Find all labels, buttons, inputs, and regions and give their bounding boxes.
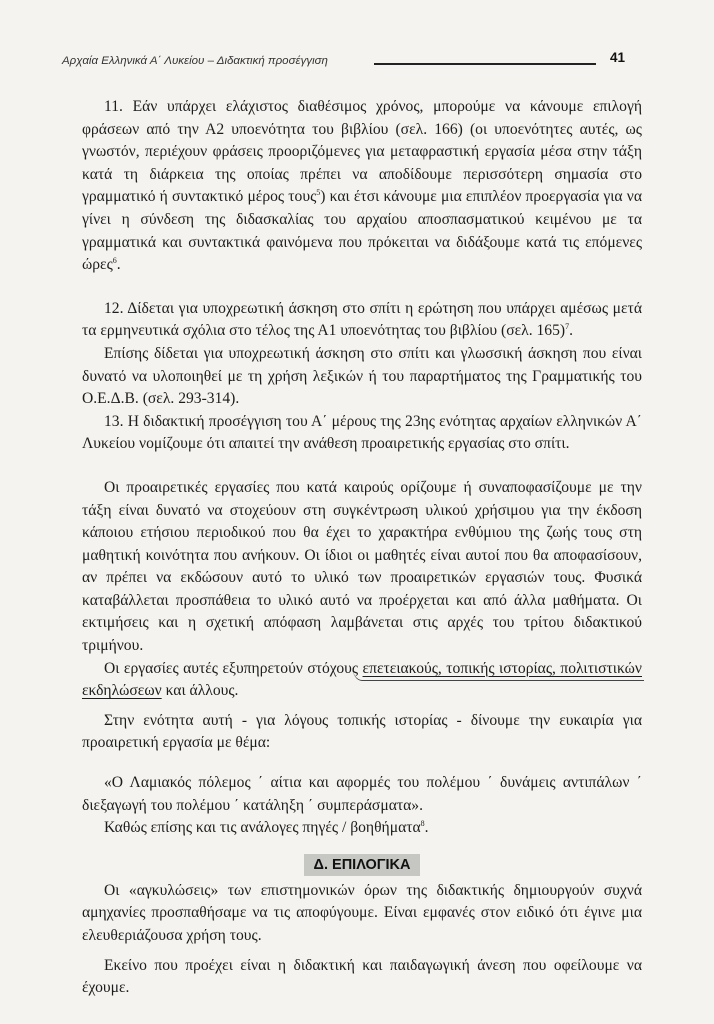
- epilogue-paragraph-1: Οι «αγκυλώσεις» των επιστημονικών όρων της διδακτικής δημιουργούν συχνά αμηχανίες προσπαθήσαμε να τις αποφύγουμε. Είναι εμφανές στον ειδικό ότι έγινε μια ελευθεριάζουσα χρήση τους.: [82, 881, 642, 944]
- paragraph-12b: Επίσης δίδεται για υποχρεωτική άσκηση στο σπίτι και γλωσσική άσκηση που είναι δυνατό να υλοποιηθεί με τη χρήση λεξικών ή του παραρτήματος της Γραμματικής του Ο.Ε.Δ.Β. (σελ. 293-314).: [82, 344, 642, 408]
- page-number: 41: [610, 50, 626, 65]
- paragraph-elective: Οι προαιρετικές εργασίες που κατά καιρούς ορίζουμε ή συναποφασίζουμε με την τάξη είναι δυνατό να στοχεύουν στη συγκέντρωση υλικού χρήσιμου για την έκδοση κάποιου ετήσιου περιοδικού που θα έχει το χαρακτήρα ενθύμιου της ζωής τους στη μαθητική κοινότητα που ανήκουν. Οι ίδιοι οι μαθητές είναι αυτοί που θα αποφασίσουν, αν πρέπει να εκδώσουν αυτό το υλικό των προαιρετικών εργασιών τους. Φυσικά καταβάλλεται προσπάθεια το υλικό αυτό να προέρχεται και από άλλα μαθήματα. Οι εκτιμήσεις και η σχετική απόφαση λαμβάνεται στις αρχές του τρίτου διδακτικού τριμήνου.: [82, 478, 642, 655]
- epilogue-paragraph-2: Εκείνο που προέχει είναι η διδακτική και παιδαγωγική άνεση που οφείλουμε να έχουμε.: [82, 956, 642, 997]
- handwritten-underline-mark: [352, 664, 644, 681]
- running-title: Αρχαία Ελληνικά Α΄ Λυκείου – Διδακτική προσέγγιση: [62, 55, 328, 67]
- underlined-goals: επετειακούς, τοπικής ιστορίας, πολιτιστικών εκδηλώσεων: [82, 659, 642, 700]
- body-text: [82, 96, 642, 1000]
- page-header: [62, 42, 642, 72]
- section-heading-epilogue: Δ. ΕΠΙΛΟΓΙΚΑ: [304, 854, 421, 876]
- paragraph-12: 12. Δίδεται για υποχρεωτική άσκηση στο σπίτι η ερώτηση που υπάρχει αμέσως μετά τα ερμηνευτικά σχόλια στο τέλος της Α1 υποενότητας του βιβλίου (σελ. 165)$^7$.: [82, 299, 642, 340]
- header-rule: [374, 63, 596, 65]
- paragraph-goals: Οι εργασίες αυτές εξυπηρετούν στόχους επετειακούς, τοπικής ιστορίας, πολιτιστικών εκδηλώσεων και άλλους.: [82, 659, 642, 700]
- paragraph-unit: Στην ενότητα αυτή - για λόγους τοπικής ιστορίας - δίνουμε την ευκαιρία για προαιρετική εργασία με θέμα:: [82, 711, 642, 752]
- paragraph-11: 11. Εάν υπάρχει ελάχιστος διαθέσιμος χρόνος, μπορούμε να κάνουμε επιλογή φράσεων από την Α2 υποενότητα του βιβλίου (σελ. 166) (οι υποενότητες αυτές, ως γνωστόν, περιέχουν φράσεις προοριζόμενες για μεταφραστική εργασία μέσα στην τάξη κατά τη διάρκεια της οποίας πρέπει να αποδίδουμε περισσότερη σημασία στο γραμματικό ή συντακτικό μέρος τους$^5$) και έτσι κάνουμε μια επιπλέον προεργασία για να γίνει η σύνδεση της διδασκαλίας του αρχαίου αποσπασματικού κειμένου με τα γραμματικά και συντακτικά φαινόμενα που πρόκειται να διδάξουμε κατά τις επόμενες ώρες$^6$.: [82, 98, 643, 274]
- topic-quote: «Ο Λαμιακός πόλεμος ΄ αίτια και αφορμές του πολέμου ΄ δυνάμεις αντιπάλων ΄ διεξαγωγή του πολέμου ΄ κατάληξη ΄ συμπεράσματα».: [82, 774, 642, 814]
- paragraph-sources: Καθώς επίσης και τις ανάλογες πηγές / βοηθήματα$^8$.: [104, 819, 429, 837]
- paragraph-13: 13. Η διδακτική προσέγγιση του Α΄ μέρους της 23ης ενότητας αρχαίων ελληνικών Α΄ Λυκείου νομίζουμε ότι απαιτεί την ανάθεση προαιρετικής εργασίας στο σπίτι.: [82, 412, 642, 453]
